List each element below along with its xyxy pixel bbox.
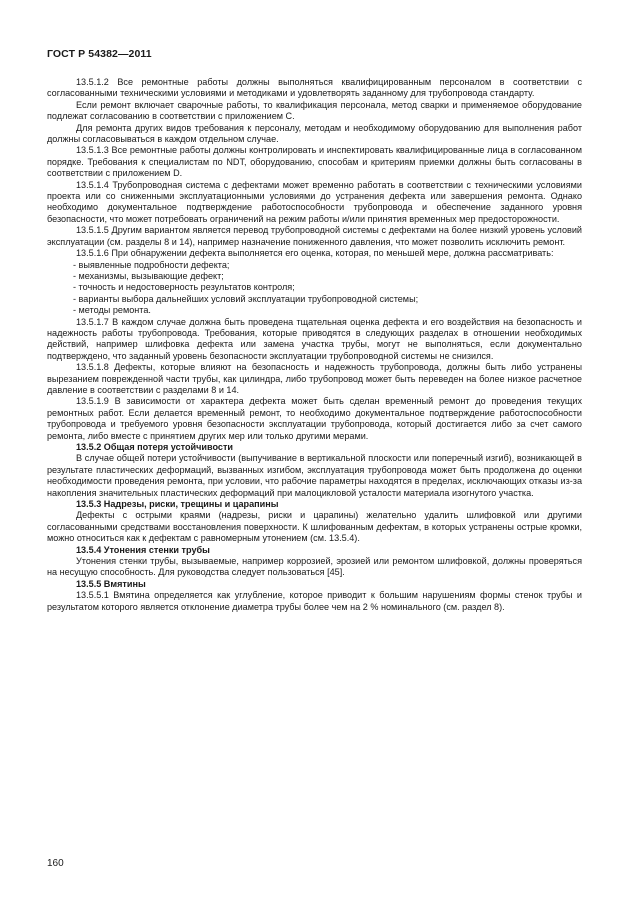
paragraph: 13.5.1.5 Другим вариантом является перевод трубопроводной системы с дефектами на более низкий уровень условий эксплуатации (см. разделы 8 и 14), например назначение пониженного давления, что может позволить исключить ремонт. [47,225,582,247]
paragraph: Если ремонт включает сварочные работы, то квалификация персонала, метод сварки и применяемое оборудование подлежат согласованию в соответствии с приложением С. [47,99,582,122]
page-number: 160 [47,858,64,869]
section-heading: 13.5.2 Общая потеря устойчивости [76,442,234,452]
list-item: - выявленные подробности дефекта; [73,259,230,270]
document-body [47,77,582,613]
list-item: - варианты выбора дальнейших условий эксплуатации трубопроводной системы; [73,293,419,304]
paragraph: Дефекты с острыми краями (надрезы, риски и царапины) желательно удалить шлифовкой или другими согласованными средствами восстановления поверхности. К шлифованным дефектам, в которых устранены острые кромки, можно относиться как к дефектам с равномерным утонением (см. 13.5.4). [47,510,582,544]
section-heading: 13.5.3 Надрезы, риски, трещины и царапины [76,499,279,510]
paragraph: 13.5.1.6 При обнаружении дефекта выполняется его оценка, которая, по меньшей мере, должна рассматривать: [76,248,554,259]
paragraph: Утонения стенки трубы, вызываемые, например коррозией, эрозией или ремонтом шлифовкой, должны проверяться на несущую способность. Для руководства следует пользоваться [45]. [47,556,582,578]
paragraph: 13.5.1.2 Все ремонтные работы должны выполняться квалифицированным персоналом в соответствии с согласованными техническими условиями и методиками и удовлетворять заданному для трубопровода стандарту. [47,77,582,99]
document-header: ГОСТ Р 54382—2011 [47,48,152,60]
paragraph: 13.5.5.1 Вмятина определяется как углубление, которое приводит к большим нарушениям формы стенок трубы и результатом которого является отклонение диаметра трубы более чем на 2 % номинального (см. раздел 8). [47,590,582,612]
paragraph: 13.5.1.9 В зависимости от характера дефекта может быть сделан временный ремонт до проведения текущих ремонтных работ. Если делается временный ремонт, то необходимо документальное подтверждение работоспособности трубопровода и требуемого уровня безопасности эксплуатации трубопровода, который достигается либо за счет самого ремонта, либо вместе с принятием других мер или только другими мерами. [47,396,582,441]
paragraph: Для ремонта других видов требования к персоналу, методам и необходимому оборудованию для выполнения работ должны согласовываться в каждом отдельном случае. [47,122,582,145]
paragraph: 13.5.1.4 Трубопроводная система с дефектами может временно работать в соответствии с техническими условиями проекта или со сниженными эксплуатационными условиями до устранения дефекта или завершения ремонта. Однако необходимо документальное подтверждение работоспособности трубопровода и обеспечение заданного уровня безопасности, что может потребовать ограничений на режим работы и/или принятия временных мер предосторожности. [47,179,582,224]
paragraph: В случае общей потери устойчивости (выпучивание в вертикальной плоскости или поперечный изгиб), возникающей в результате пластических деформаций, вызванных изгибом, эксплуатация трубопровода может быть продолжена до оценки необходимости проведения ремонта, при условии, что рабочие параметры находятся в пределах, исключающих отказы из-за накопления значительных пластических деформаций при малоцикловой усталости материала изогнутого участка. [47,453,582,498]
list-item: - механизмы, вызывающие дефект; [73,270,224,281]
section-heading: 13.5.5 Вмятины [76,578,146,589]
list-item: - точность и недостоверность результатов контроля; [73,282,295,293]
paragraph: 13.5.1.8 Дефекты, которые влияют на безопасность и надежность трубопровода, должны быть либо устранены вырезанием поврежденной части трубы, как цилиндра, либо трубопровод может быть переведен на более низкое расчетное давление в соответствии с разделами 8 и 14. [47,362,582,395]
list-item: - методы ремонта. [73,305,151,316]
paragraph: 13.5.1.7 В каждом случае должна быть проведена тщательная оценка дефекта и его воздействия на безопасность и надежность работы трубопровода. Требования, которые приводятся в следующих разделах в отношении необходимых действий, например шлифовка дефекта или замена участка трубы, могут не выполняться, если документально подтверждено, что заданный уровень безопасности эксплуатации трубопроводной системы не снизился. [47,316,582,361]
paragraph: 13.5.1.3 Все ремонтные работы должны контролировать и инспектировать квалифицированные лица в согласованном порядке. Требования к специалистам по NDT, оборудованию, способам и критериям приемки должны быть согласованы в соответствии с приложением D. [47,145,582,179]
section-heading: 13.5.4 Утонения стенки трубы [76,544,210,555]
